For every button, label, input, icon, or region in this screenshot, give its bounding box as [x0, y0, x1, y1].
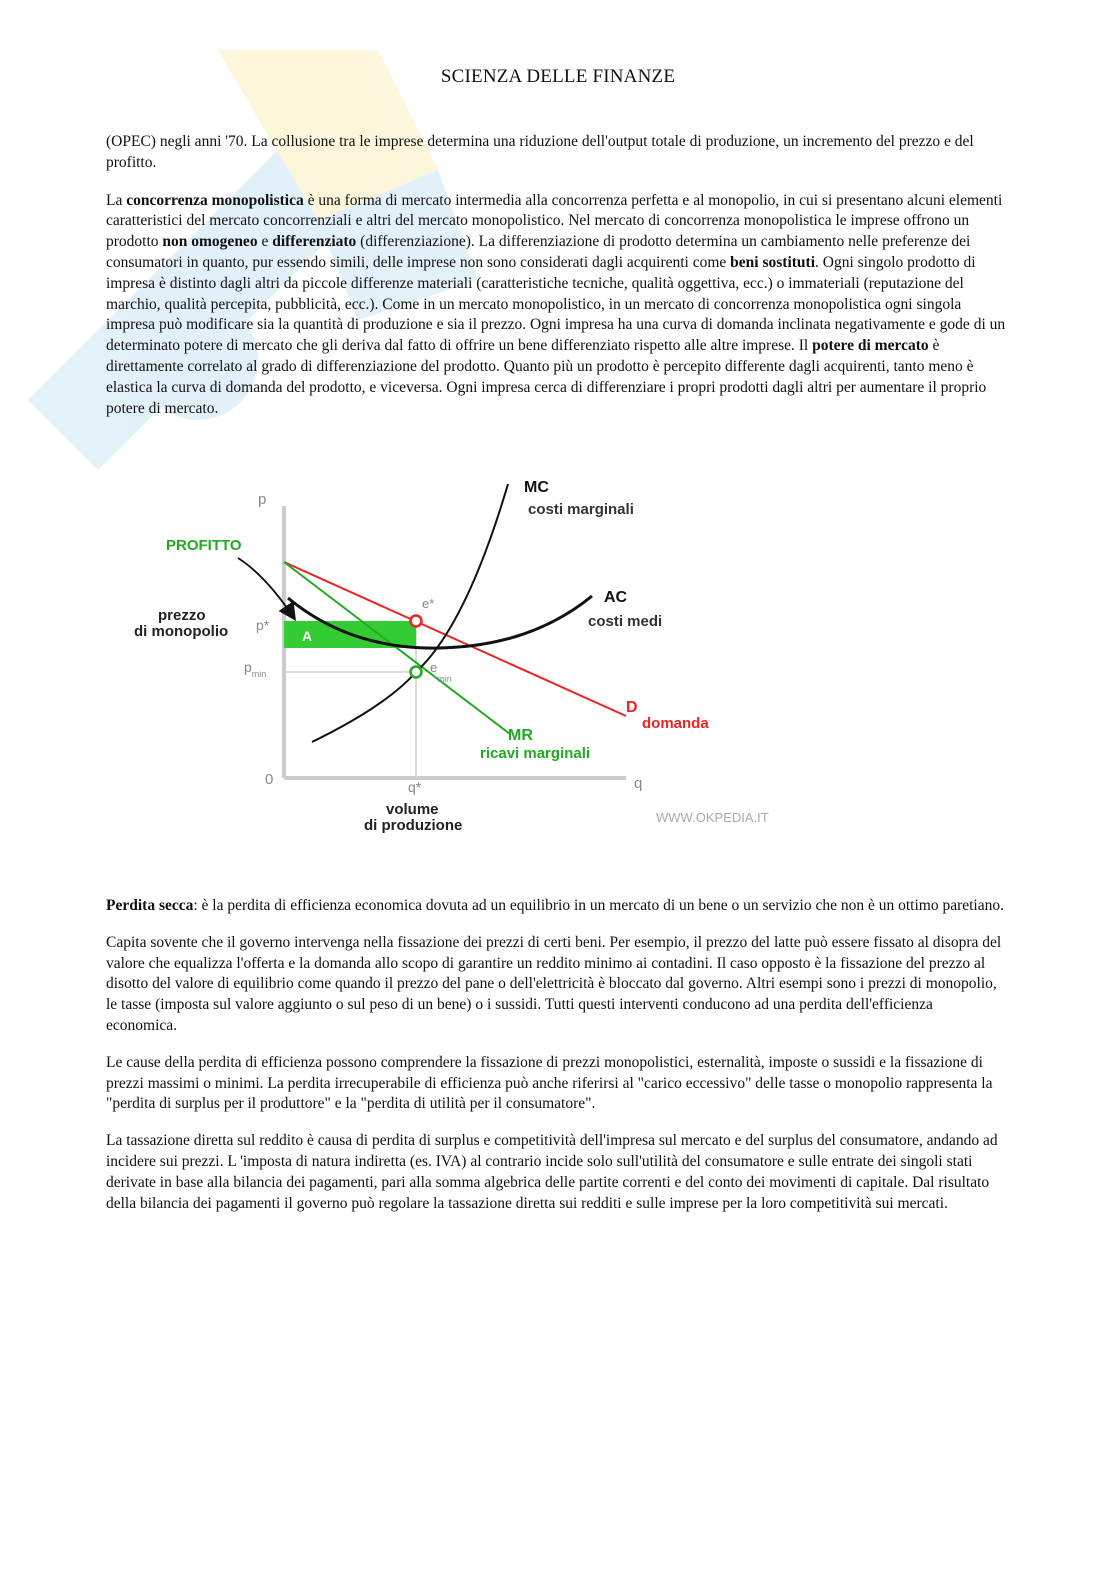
text-span: . Ogni singolo prodotto di impresa è distinto dagli altri da piccole differenze materiali (caratteristiche tecniche, qualità oggettiva, ecc.) o immateriali (reputazione del marchio, qualità percepita, pubblicità, ecc.). Come in un mercato monopolistico, in un mercato di concorrenza monopolistica ogni singola impresa può modificare sia la quantità di produzione e sia il prezzo. Ogni impresa ha una curva di domanda inclinata negativamente e gode di un determinato potere di mercato che gli deriva dal fatto di offrire un bene differenziato rispetto alle altre imprese. Il	[106, 253, 1006, 355]
axis-p-label: p	[258, 491, 267, 508]
mc-code: MC	[524, 479, 549, 496]
p-star-label: p*	[256, 617, 270, 633]
text-span: è direttamente correlato al grado di differenziazione del prodotto. Quanto più un prodotto è percepito differente dagli acquirenti, tanto meno è elastica la curva di domanda del prodotto, e viceversa. Ogni impresa cerca di differenziare i propri prodotti dagli altri per aumentare il proprio potere di mercato.	[106, 337, 987, 417]
mc-curve	[312, 484, 508, 742]
text-span: : è la perdita di efficienza economica dovuta ad un equilibrio in un mercato di un bene o un servizio che non è un ottimo paretiano.	[193, 897, 1004, 914]
p-min-label	[244, 659, 266, 679]
origin-label: 0	[265, 771, 274, 788]
e-min-sub: min	[437, 674, 452, 684]
page-title: SCIENZA DELLE FINANZE	[440, 66, 676, 87]
paragraph-opec: (OPEC) negli anni '70. La collusione tra le imprese determina una riduzione dell'output totale di produzione, un incremento del prezzo e del profitto.	[106, 133, 974, 171]
text-span: è una forma di mercato intermedia alla concorrenza perfetta e al monopolio, in cui si presentano alcuni elementi caratteristici del mercato concorrenziali e altri del mercato monopolistico. Nel mercato di concorrenza monopolistica le imprese offrono un prodotto	[106, 191, 1003, 251]
e-star-label: e*	[422, 596, 435, 611]
mr-code: MR	[508, 727, 533, 744]
bold-term: non omogeneo	[162, 233, 258, 251]
bold-term: beni sostituti	[730, 253, 816, 271]
paragraph-tassazione: La tassazione diretta sul reddito è causa di perdita di surplus e competitività dell'impresa sul mercato e del surplus del consumatore, andando ad incidere sui prezzi. L 'imposta di natura indiretta (es. IVA) al contrario incide solo sull'utilità del consumatore e sulle entrate dei singoli stati derivate in base alla bilancia dei pagamenti, pari alla somma algebrica delle partite correnti e del conto dei movimenti di capitale. Dal risultato della bilancia dei pagamenti il governo può regolare la tassazione diretta sui redditi e sulle imprese per la loro competitività sui mercati.	[106, 1132, 998, 1212]
bold-term: concorrenza monopolistica	[126, 191, 304, 209]
volume-label-1: volume	[386, 801, 439, 818]
profit-label: PROFITTO	[166, 537, 242, 554]
paragraph-perdita-secca	[106, 896, 1006, 917]
bold-term: differenziato	[272, 233, 357, 251]
bold-term: Perdita secca	[106, 897, 194, 914]
e-min-main: e	[430, 660, 438, 675]
monopoly-price-label-1: prezzo	[158, 607, 206, 624]
p-min-sub: min	[251, 669, 267, 679]
paragraph-governo-prezzi: Capita sovente che il governo intervenga nella fissazione dei prezzi di certi beni. Per esempio, il prezzo del latte può essere fissato al disopra del valore che equalizza l'offerta e la domanda allo scopo di garantire un reddito minimo ai contadini. Il caso opposto è la fissazione del prezzo al disotto del valore di equilibrio come quando il prezzo del pane o dell'elettricità è bloccato dal governo. Altri esempi sono i prezzi di monopolio, le tasse (imposta sul valore aggiunto o sul peso di un bene) o i sussidi. Tutti questi interventi conducono ad una perdita dell'efficienza economica.	[106, 933, 1002, 1034]
paragraph-cause-perdita: Le cause della perdita di efficienza possono comprendere la fissazione di prezzi monopolistici, esternalità, imposte o sussidi e la fissazione di prezzi massimi o minimi. La perdita irrecuperabile di efficienza può anche riferirsi al "carico eccessivo" delle tasse o monopolio rappresenta la "perdita di surplus per il produttore" e la "perdita di utilità per il consumatore".	[106, 1053, 993, 1113]
monopoly-price-label-2: di monopolio	[134, 623, 229, 640]
paragraph-concorrenza-monopolistica	[106, 191, 1006, 420]
area-label: A	[302, 628, 313, 644]
text-span: La	[106, 191, 127, 209]
d-name: domanda	[642, 715, 709, 732]
credit-label: WWW.OKPEDIA.IT	[656, 810, 769, 825]
mc-name: costi marginali	[528, 501, 634, 518]
lower-content	[106, 896, 1006, 1230]
main-content	[106, 132, 1006, 435]
ac-name: costi medi	[588, 613, 663, 630]
e-min-point	[411, 667, 422, 678]
bold-term: potere di mercato	[812, 337, 929, 355]
ac-code: AC	[604, 589, 628, 606]
mr-name: ricavi marginali	[480, 745, 591, 762]
q-star-label: q*	[408, 779, 422, 795]
text-span: (differenziazione). La differenziazione di prodotto determina un cambiamento nelle preferenze dei consumatori in quanto, pur essendo simili, delle imprese non sono considerati dagli acquirenti come	[106, 233, 971, 271]
e-star-point	[411, 616, 422, 627]
p-min-main: p	[244, 659, 252, 675]
d-code: D	[626, 699, 638, 716]
axis-q-label: q	[634, 775, 643, 792]
text-span: e	[257, 233, 273, 251]
e-min-label	[430, 660, 452, 684]
monopoly-diagram	[126, 466, 826, 846]
volume-label-2: di produzione	[364, 817, 463, 834]
